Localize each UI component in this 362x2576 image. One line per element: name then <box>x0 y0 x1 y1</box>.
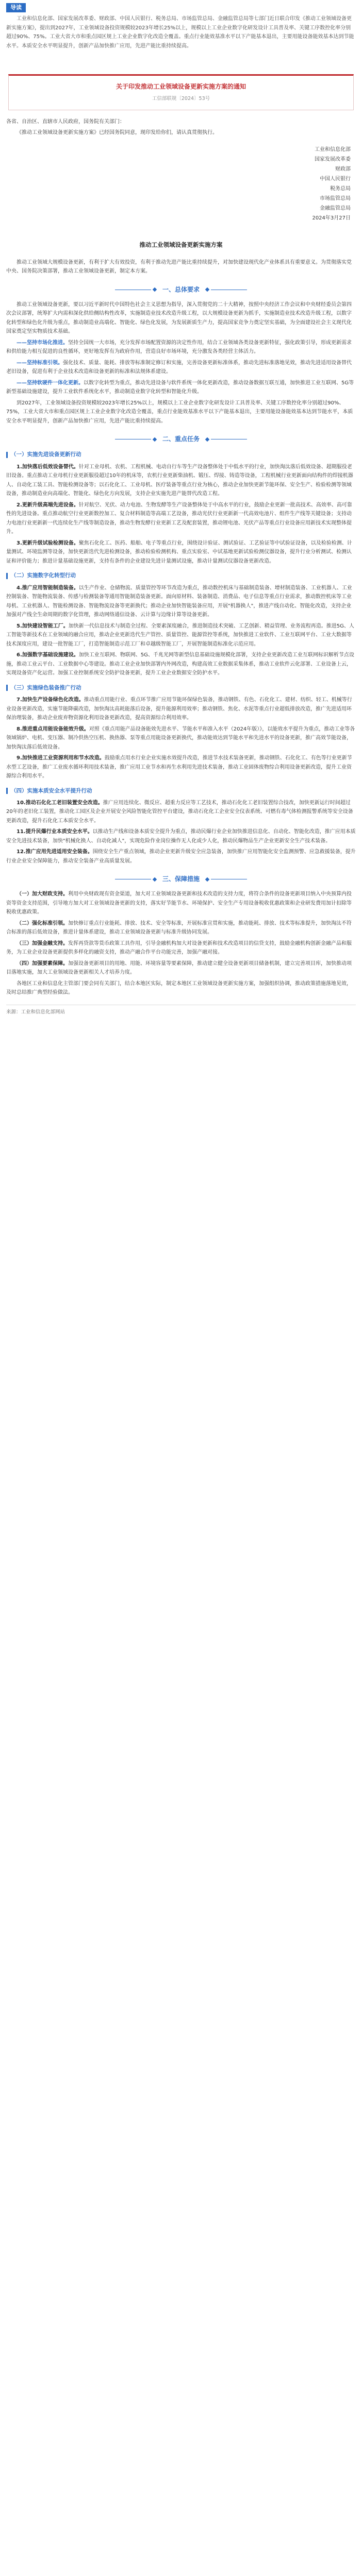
goal-paragraph: 到2027年，工业领域设备投资规模较2023年增长25%以上，规模以上工业企业数字化研发设计工具普及率、关键工序数控化率分别超过90%、75%，工业大省大市和重点园区规上工业企业数字化改造全覆盖，重点行业能效基准水平以下产能基本退出，主要用能设备能效基本达到节能水平，本质安全水平明显提升，创新产品加快推广应用，先进产能比重持续提高。 <box>6 400 353 424</box>
task-text: 针对工业母机、农机、工程机械、电动自行车等生产设备整体处于中低水平的行业，加快淘汰落后低效设备、超期服役老旧设备。重点推动工业母机行业更新服役超过10年的机床等，农机行业更新柴油机、锻压、焊接、铸造等设备，工程机械行业更新面向结构件的焊接机器人、自动化工装工具、智能检测设备等；以石化化工、工业母机、医疗装备等重点行业为核心，推动企业加快更新节能环保、安全生产、检验检测等领域设备，推动制造业向高端化、智能化、绿色化方向发展，支持企业实施先进产能替代改造工程。 <box>6 464 353 497</box>
task-title: 12.推广应用先进适用安全装备。 <box>17 849 93 855</box>
measure-text: 发挥再贷款等货币政策工具作用，引导金融机构加大对设备更新和技术改造项目的信贷支持，鼓励金融机构创新金融产品和服务，为工业企业设备更新提供多样化的融资支持，推动产融合作平台功能完善，加强产融对接。 <box>6 940 352 956</box>
measure-item <box>6 890 356 917</box>
signer: 税务总局 <box>330 185 351 192</box>
principle-paragraph <box>6 359 356 377</box>
measure-item <box>6 919 356 937</box>
task-title: 7.加快生产设备绿色化改造。 <box>17 697 84 703</box>
task-title: 1.加快落后低效设备替代。 <box>17 464 79 470</box>
group-title: （三）实施绿色装备推广行动 <box>11 684 81 691</box>
task-item <box>6 754 356 781</box>
section-heading <box>6 434 356 445</box>
bar-icon <box>6 788 8 794</box>
task-item <box>6 463 356 499</box>
plan-intro: 推动工业领域大规模设备更新，有利于扩大有效投资，有利于推动先进产能比重持续提升，对加快建设现代化产业体系具有重要意义。为贯彻落实党中央、国务院决策部署，推动工业领域设备更新，制定本方案。 <box>6 259 352 275</box>
lead-text: 工业和信息化部、国家发展改革委、财政部、中国人民银行、税务总局、市场监管总局、金融监管总局等七部门近日联合印发《推动工业领域设备更新实施方案》，提出到2027年，工业领域设备投资规模较2023年增长25%以上，规模以上工业企业数字化研发设计工具普及率、关键工序数控化率分别超过90%、75%。工业大省大市和重点园区规上工业企业数字化改造全覆盖。重点行业能效基准水平以下产能基本退出，主要用能设备能效基本达到节能水平。本质安全水平明显提升，创新产品加快推广应用，先进产能比重持续提高。 <box>6 16 354 49</box>
lead-block <box>6 3 356 50</box>
task-item <box>6 848 356 866</box>
signer: 中国人民银行 <box>320 176 351 182</box>
section-heading <box>6 874 356 885</box>
group-heading <box>6 683 356 692</box>
task-item <box>6 539 356 566</box>
principle-label: ——坚持软硬件一体化更新。 <box>17 380 84 386</box>
group-title: （二）实施数字化转型行动 <box>11 572 76 579</box>
task-title: 3.更新升级试验检测设备。 <box>17 540 79 546</box>
notice-salutation: 各省、自治区、直辖市人民政府，国务院有关部门： <box>6 118 125 125</box>
notice-signers <box>6 145 351 223</box>
diamond-icon <box>153 287 157 292</box>
task-text: 鼓励重点用水行业企业实施水效提升改造，推进节水技术装备更新，推动钢铁、石化化工、有色等行业更新节水型工艺设备，推广工业废水循环利用技术装备，推广应用工业节水和再生水利用先进技术装备，推动工业固体废物综合利用设备更新改造，提升工业资源综合利用水平。 <box>6 755 352 779</box>
task-text: 聚焦石化化工、医药、船舶、电子等重点行业，围绕设计验证、测试验证、工艺验证等中试验证设备，以及检验检测、计量测试、环境监测等设备，加快更新迭代先进检测设备，推动检验检测机构、重点实验室、中试基地更新试验检测仪器设备，提升行业分析测试、检测认证和评价能力；推进计量基础设施更新，支持有条件的企业建设先进计量测试设施，推动计量测试仪器设备更新改造。 <box>6 540 352 564</box>
task-text: 围绕安全生产重点领域，推动企业更新升级安全应急装备，加快推广应用智能化安全监测预警、应急救援装备，提升行业企业安全保障能力，推动安全装备产业高质量发展。 <box>6 849 356 864</box>
group-title: （四）实施本质安全水平提升行动 <box>11 787 92 794</box>
signer: 工业和信息化部 <box>315 146 351 152</box>
section-title: 二、重点任务 <box>162 435 200 443</box>
measure-item <box>6 939 356 957</box>
task-item <box>6 696 356 723</box>
bar-icon <box>6 685 8 691</box>
page-content <box>0 0 362 1022</box>
task-title: 9.加快推进工业资源利用和节水改造。 <box>17 755 105 761</box>
task-text: 以推动生产线和设备本质安全提升为重点，推动民爆行业企业加快推进信息化、自动化、智能化改造，推广应用本质安全先进技术装备，加快"机械化换人、自动化减人"，实现危险作业岗位操作无人化或少人化，推动民爆物品生产企业更新安全生产技术装备。 <box>6 829 356 844</box>
task-title: 8.推进重点用能设备能效升级。 <box>17 726 89 732</box>
task-title: 11.提升民爆行业本质安全水平。 <box>17 829 93 835</box>
task-title: 2.更新升级高端先进设备。 <box>17 502 79 508</box>
task-text: 推动重点用能行业、重点环节推广应用节能环保绿色装备，推动钢铁、有色、石化化工、建材、纺织、轻工、机械等行业设备更新改造，实施节能降碳改造，加快淘汰高耗能落后设备，提升能源利用效率；推动钢铁、焦化、水泥等重点行业超低排放改造，推广先进适用环保治理装备，推动企业废弃物资源化利用设备更新改造，提高资源综合利用效率。 <box>6 697 352 721</box>
task-item <box>6 651 356 678</box>
measure-title: （一）加大财政支持。 <box>17 891 68 897</box>
diamond-icon <box>153 877 157 882</box>
notice-body: 《推动工业领域设备更新实施方案》已经国务院同意，现印发给你们，请认真贯彻执行。 <box>17 130 218 136</box>
principle-paragraph <box>6 379 356 397</box>
task-item <box>6 827 356 845</box>
notice-title: 关于印发推动工业领域设备更新实施方案的通知 <box>116 83 246 90</box>
measure-title: （三）加强金融支持。 <box>17 940 68 946</box>
task-title: 6.加强数字基础设施建设。 <box>17 652 79 658</box>
principle-label: ——坚持标准引领。 <box>17 360 63 366</box>
principle-paragraph <box>6 338 356 357</box>
signer: 市场监管总局 <box>320 195 351 201</box>
bar-icon <box>6 573 8 579</box>
section-heading <box>6 284 356 295</box>
diamond-icon <box>205 287 209 292</box>
principle-text: 以数字化转型为重点，推动先进设备与软件系统一体化更新改造，推动设备数据互联互通，加快推进工业互联网、5G等新型基础设施建设，提升工业软件系统化水平，推动制造业数字化转型和智能化升级。 <box>6 380 354 395</box>
task-title: 5.加快建设智能工厂。 <box>17 623 69 629</box>
measure-text: 加强设备更新项目的用地、用能、环境容量等要素保障，推动建立健全设备更新项目储备机制，建立完善项目库，加快推动项目落地实施，加大工业领域设备更新相关人才培养力度。 <box>6 960 352 976</box>
section-title: 三、保障措施 <box>162 875 200 883</box>
task-title: 4.推广应用智能制造装备。 <box>17 585 79 591</box>
lead-tag: 导读 <box>6 3 26 12</box>
plan-title: 推动工业领域设备更新实施方案 <box>139 241 223 248</box>
task-title: 10.推动石化化工老旧装置安全改造。 <box>17 800 103 806</box>
section-title: 一、总体要求 <box>162 285 200 293</box>
task-text: 以生产作业、仓储物流、质量管控等环节改造为重点，推动数控机床与基础制造装备、增材制造装备、工业机器人、工业控制装备、智能物流装备、传感与检测装备等通用智能制造装备更新。面向原材料、装备制造、消费品、电子信息等重点行业需求，推动数控机床等工业母机、工业机器人、智能检测设备、智能物流设备等更新换代；推动企业加快智能装备应用，开展"机器换人"，推进产线自动化、智能化改造，支持企业加强对产线全生命周期的数字化管理，推动网络通信设备、云计算与边缘计算等设备更新。 <box>6 585 352 618</box>
task-text: 对照《重点用能产品设备能效先进水平、节能水平和准入水平（2024年版）》，以能效水平提升为重点，推动工业等各领域锅炉、电机、变压器、制冷供热空压机、换热器、泵等重点用能设备更新换代，推动能效达到节能水平和先进水平的设备更新，推广高效节能设备，加快淘汰落后低效设备。 <box>6 726 355 750</box>
group-title: （一）实施先进设备更新行动 <box>11 451 81 458</box>
task-text: 推广应用连续化、微反应、超重力反应等工艺技术，推动石化化工老旧装置综合技改，加快更新运行时间超过20年的老旧化工装置，推动化工园区及企业开展安全风险智能化管控平台建设，推动石化化工企业安全仪表系统、可燃有毒气体检测报警系统等安全设备更新改造，提升石化化工本质安全水平。 <box>6 800 353 824</box>
group-heading <box>6 450 356 459</box>
task-item <box>6 584 356 620</box>
measure-title: （二）强化标准引领。 <box>17 920 68 926</box>
task-text: 针对航空、光伏、动力电池、生物发酵等生产设备整体处于中高水平的行业，鼓励企业更新一批高技术、高效率、高可靠性的先进设备。重点推动航空行业更新数控加工、复合材料制造等高端工艺设备，推动光伏行业更新新一代高效电池片、组件生产线等关键设备；支持动力电池行业更新新一代连续化生产线等制造设备，推动生物发酵行业更新工艺及配套装置，推动锂电池、光伏产品等重点行业设备应用新技术实现整体提升。 <box>6 502 352 535</box>
diamond-icon <box>205 437 209 442</box>
notice-date: 2024年3月27日 <box>312 215 351 221</box>
diamond-icon <box>205 877 209 882</box>
notice-box <box>8 74 354 110</box>
diamond-icon <box>153 437 157 442</box>
signer: 国家发展改革委 <box>315 156 351 162</box>
source-footer: 来源：工业和信息化部网站 <box>6 1005 356 1017</box>
signer: 财政部 <box>335 166 351 172</box>
paragraph: 推动工业领域设备更新，要以习近平新时代中国特色社会主义思想为指导，深入贯彻党的二十大精神，按照中央经济工作会议和中央财经委员会第四次会议部署，统筹扩大内需和深化供给侧结构性改革，实施制造业技术改造升级工程，以大规模设备更新为抓手，实施制造业技术改造升级工程，以数字化转型和绿色化升级为重点，推动制造业高端化、智能化、绿色化发展，为发展新质生产力，提高国家竞争力奠定坚实基础，为全面建设社会主义现代化国家奠定坚实物质技术基础。 <box>6 301 352 335</box>
task-item <box>6 622 356 649</box>
task-item <box>6 725 356 752</box>
measure-text: 利用中央财政现有资金渠道，加大对工业领域设备更新和技术改造的支持力度，将符合条件的设备更新项目纳入中央预算内投资等资金支持范围，引导地方加大对工业领域设备更新的支持，落实好节能节水、环境保护、安全生产专用设备税收优惠政策和企业研发费用加计扣除等税收优惠政策。 <box>6 891 352 916</box>
task-text: 加快工业互联网、物联网、5G、千兆光网等新型信息基础设施规模化部署，支持企业更新改造工业互联网标识解析节点设施，推动工业云平台、工业数据中心等建设。推动工业企业加快部署内外网改造，构建高效工业数据采集体系，推动工业软件云化部署、工业设备上云，实现设备资产化运营。加强工业控制系统安全防护设备更新，提升工业企业数据安全防护水平。 <box>6 652 354 676</box>
measure-item <box>6 959 356 977</box>
group-heading <box>6 571 356 580</box>
principle-text: 强化技术、质量、能耗、排放等标准制定修订和实施，完善设备更新标准体系，推动先进标准落地见效，推动先进适用设备替代老旧设备，促进有利于企业技术改造和设备更新的标准和法规体系建设。 <box>6 360 352 375</box>
measure-title: （四）加强要素保障。 <box>17 960 68 967</box>
bar-icon <box>6 452 8 458</box>
principle-text: 坚持全国统一大市场，充分发挥市场配置资源的决定性作用，结合工业领域各类设备更新特征，强化政策引导，形成更新需求和供给能力相互促进的良性循环，更好地发挥有为政府作用，营造良好市场环境，充分激发各类经营主体活力。 <box>6 340 352 355</box>
measure-text: 加快修订重点行业能耗、排放、技术、安全等标准，开展标准宣贯和实施，推动能耗、排放、技术等标准提升，加快淘汰不符合标准的落后低效设备，推进计量体系建设，推动工业领域设备更新与标准升级协同发展。 <box>6 920 352 936</box>
closing-paragraph: 各地区工业和信息化主管部门要会同有关部门，结合本地区实际，制定本地区工业领域设备更新实施方案，加强组织协调，推动政策措施落地见效，及时总结推广典型经验做法。 <box>6 980 352 996</box>
principle-label: ——坚持市场化推进。 <box>17 340 68 346</box>
task-item <box>6 799 356 826</box>
group-heading <box>6 786 356 795</box>
notice-doc-number: 工信部联规〔2024〕53号 <box>152 96 210 102</box>
task-text: 加快新一代信息技术与制造全过程、全要素深度融合，推进制造技术突破、工艺创新、精益管理、业务流程再造。推进5G、人工智能等新技术在工业领域的融合应用，推动企业更新迭代生产管控、质量管控、能源管控等系统，加快推进工业软件、工业互联网平台、工业大数据等技术深度应用，建设一批智能工厂，打造智能制造示范工厂和卓越级智能工厂，开展智能制造标准化示范应用。 <box>6 623 354 647</box>
task-item <box>6 501 356 537</box>
signer: 金融监管总局 <box>320 205 351 211</box>
